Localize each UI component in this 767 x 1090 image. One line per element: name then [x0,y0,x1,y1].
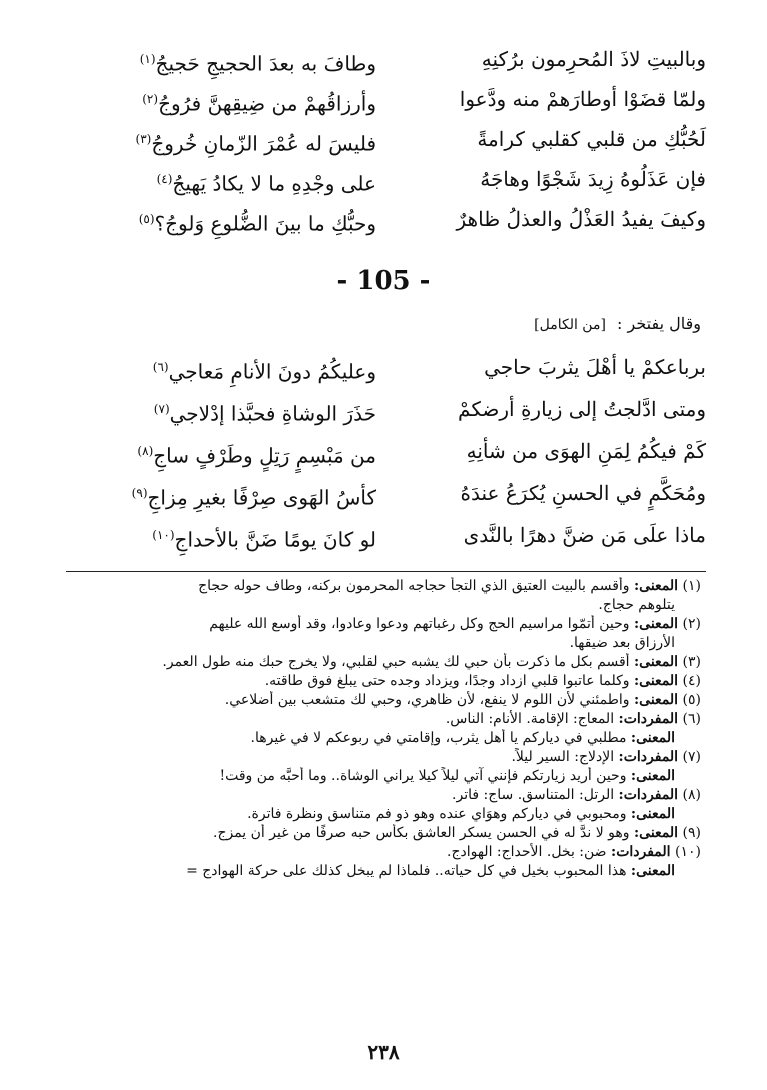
footnote [61,615,701,634]
footnote-ref: (٣) [135,132,152,146]
verse-first-hemistich: كَمْ فيكُمُ لِمَنِ الهوَى من شأنِهِ [466,439,706,463]
footnote-key: المعنى: [634,673,679,689]
verse-row [66,82,706,122]
footnote [61,748,701,767]
footnote-number: (٧) [682,749,701,765]
verse-first-hemistich: وبالبيتِ لاذَ المُحرِمون برُكنِهِ [481,47,706,71]
footnote-text: هذا المحبوب بخيل في كل حياته.. فلماذا لم يبخل كذلك على حركة الهوادج = [186,863,627,879]
verse-text: كأسُ الهَوى صِرْفًا بغيرِ مِزاجِ [147,485,376,510]
verse-second-hemistich [56,476,376,515]
verse-first-hemistich: ماذا علَى مَن ضنَّ دهرًا بالنَّدى [463,523,706,547]
meter-label: [من الكامل] [534,317,606,333]
footnote-ref: (٦) [152,360,169,374]
verse-first-hemistich: ولمّا قضَوْا أوطارَهمْ منه ودَّعوا [459,87,706,111]
footnote [61,824,701,843]
page-number: ٢٣٨ [367,1040,400,1064]
footnote [61,805,701,824]
verse-row [66,518,706,560]
verse-row [66,350,706,392]
poem-intro [534,314,701,333]
footnote-ref: (٨) [137,444,154,458]
footnote-key: المعنى: [630,863,675,879]
verse-text: لو كانَ يومًا ضَنَّ بالأحداجِ [174,527,376,552]
footnote-number: (٣) [682,654,701,670]
verse-row [66,476,706,518]
verse-first-hemistich: وكيفَ يفيدُ العَذْلُ والعذلُ ظاهرٌ [456,207,706,231]
footnote-key: المعنى: [634,825,679,841]
footnote-text: الرتل: المتناسق. ساج: فاتر. [452,787,615,803]
footnote-text: أقسم بكل ما ذكرت بأن حبي لك يشبه حبي لقلبي، ولا يخرج حبك منه طول العمر. [162,654,630,670]
footnote [61,596,701,615]
verse-row [66,162,706,202]
verse-text: من مَبْسِمٍ رَتِلٍ وطَرْفٍ ساجِ [153,443,376,468]
verse-text: وحبُّكِ ما بينَ الضُّلوعِ وَلوجُ؟ [154,211,376,236]
footnote-key: المعنى: [634,616,679,632]
footnote-text: ضن: بخل. الأحداج: الهوادج. [447,844,607,860]
footnote [61,634,701,653]
footnote-key: المعنى: [630,806,675,822]
verse-text: فليسَ له عُمْرَ الزّمانِ خُروجُ [151,131,376,156]
verse-first-hemistich: فإن عَذَلُوهُ زِيدَ شَجْوًا وهاجَهُ [480,167,706,191]
footnote [61,767,701,786]
footnote [61,691,701,710]
footnote [61,653,701,672]
verse-row [66,392,706,434]
footnote-ref: (١) [139,52,156,66]
footnote [61,729,701,748]
footnote-number: (٤) [682,673,701,689]
footnote-number: (١) [682,578,701,594]
footnote [61,672,701,691]
verse-row [66,122,706,162]
footnote-key: المعنى: [634,654,679,670]
footnote [61,786,701,805]
poem-number: - 105 - [336,266,431,296]
verse-row [66,434,706,476]
footnote-ref: (١٠) [152,528,175,542]
verse-first-hemistich: ومُحَكَّمٍ في الحسنِ يُكرَعُ عندَهُ [460,481,706,505]
footnote-text: الإدلاج: السير ليلاً. [511,749,615,765]
verse-text: وعليكُمُ دونَ الأنامِ مَعاجي [168,359,376,384]
verse-second-hemistich [56,202,376,241]
footnote-text: واطمئني لأن اللوم لا ينفع، لأن ظاهري، وحبي لك متشعب بين أضلاعي. [224,692,630,708]
footnote-key: المعنى: [630,730,675,746]
footnote-key: المفردات: [611,844,671,860]
verse-first-hemistich: ومتى ادَّلجتُ إلى زيارةِ أرضكمْ [458,397,706,421]
footnote-ref: (٧) [153,402,170,416]
footnote-number: (٢) [682,616,701,632]
footnote-number: (١٠) [675,844,701,860]
poem-bottom-verses [66,350,706,560]
footnote-text: وحين أتمّوا مراسيم الحج وكل رغباتهم ودعوا وعادوا، وقد أوسع الله عليهم [209,616,630,632]
footnote-key: المعنى: [634,578,679,594]
footnote-key: المعنى: [634,692,679,708]
footnote-text: ومحبوبي في دياركم وهوَاي عنده وهو ذو فم متناسق ونظرة فاترة. [247,806,627,822]
verse-text: وطافَ به بعدَ الحجيجِ حَجيجُ [155,51,376,76]
footnote-text: وهو لا ندَّ له في الحسن يسكر العاشق بكأس حبه صرفًا من غير أن يمزج. [213,825,630,841]
verse-text: وأرزاقُهمْ من ضِيقِهنَّ فرُوجُ [158,91,376,116]
verse-second-hemistich [56,82,376,121]
footnote-divider [66,571,706,572]
footnote [61,862,701,881]
verse-second-hemistich [56,122,376,161]
verse-second-hemistich [56,518,376,557]
footnote-key: المفردات: [618,749,679,765]
verse-row [66,42,706,82]
footnote [61,577,701,596]
poem-top-verses [66,42,706,242]
footnote-text: مطلبي في دياركم يا أهل يثرب، وإقامتي في ربوعكم لا في غيرها. [250,730,627,746]
intro-text: وقال يفتخر : [617,314,701,333]
footnote-text: المعاج: الإقامة. الأنام: الناس. [445,711,615,727]
verse-first-hemistich: لَحُبُّكِ من قلبي كقلبي كرامةً [477,127,706,151]
footnote-ref: (٢) [142,92,159,106]
verse-first-hemistich: برباعكمْ يا أهْلَ يثربَ حاجي [484,355,706,379]
footnote-text: وكلما عاتبوا قلبي ازداد وجدًا، ويزداد وجده حتى يبلغ فوق طاقته. [264,673,630,689]
footnote-key: المفردات: [618,711,679,727]
footnote-ref: (٩) [131,486,148,500]
footnote-ref: (٤) [156,172,173,186]
footnote-number: (٥) [682,692,701,708]
verse-row [66,202,706,242]
footnotes [61,577,701,881]
footnote-number: (٦) [682,711,701,727]
verse-second-hemistich [56,392,376,431]
footnote-key: المفردات: [618,787,679,803]
footnote-text: يتلوهم حجاج. [598,597,675,613]
verse-text: على وجْدِهِ ما لا يكادُ يَهيجُ [172,171,376,196]
verse-text: حَذَرَ الوشاةِ فحبَّذا إدْلاجي [169,401,376,426]
footnote-text: الأرزاق بعد ضيقها. [569,635,675,651]
footnote-text: وأقسم بالبيت العتيق الذي التجأ حجاجه المحرمون بركنه، وطاف حوله حجاج [198,578,630,594]
footnote [61,710,701,729]
footnote [61,843,701,862]
footnote-key: المعنى: [630,768,675,784]
footnote-number: (٩) [682,825,701,841]
footnote-number: (٨) [682,787,701,803]
verse-second-hemistich [56,162,376,201]
verse-second-hemistich [56,434,376,473]
verse-second-hemistich [56,350,376,389]
footnote-text: وحين أريد زيارتكم فإنني آتي ليلاً كيلا يراني الوشاة.. وما أحبَّه من وقت! [219,768,627,784]
verse-second-hemistich [56,42,376,81]
footnote-ref: (٥) [138,212,155,226]
